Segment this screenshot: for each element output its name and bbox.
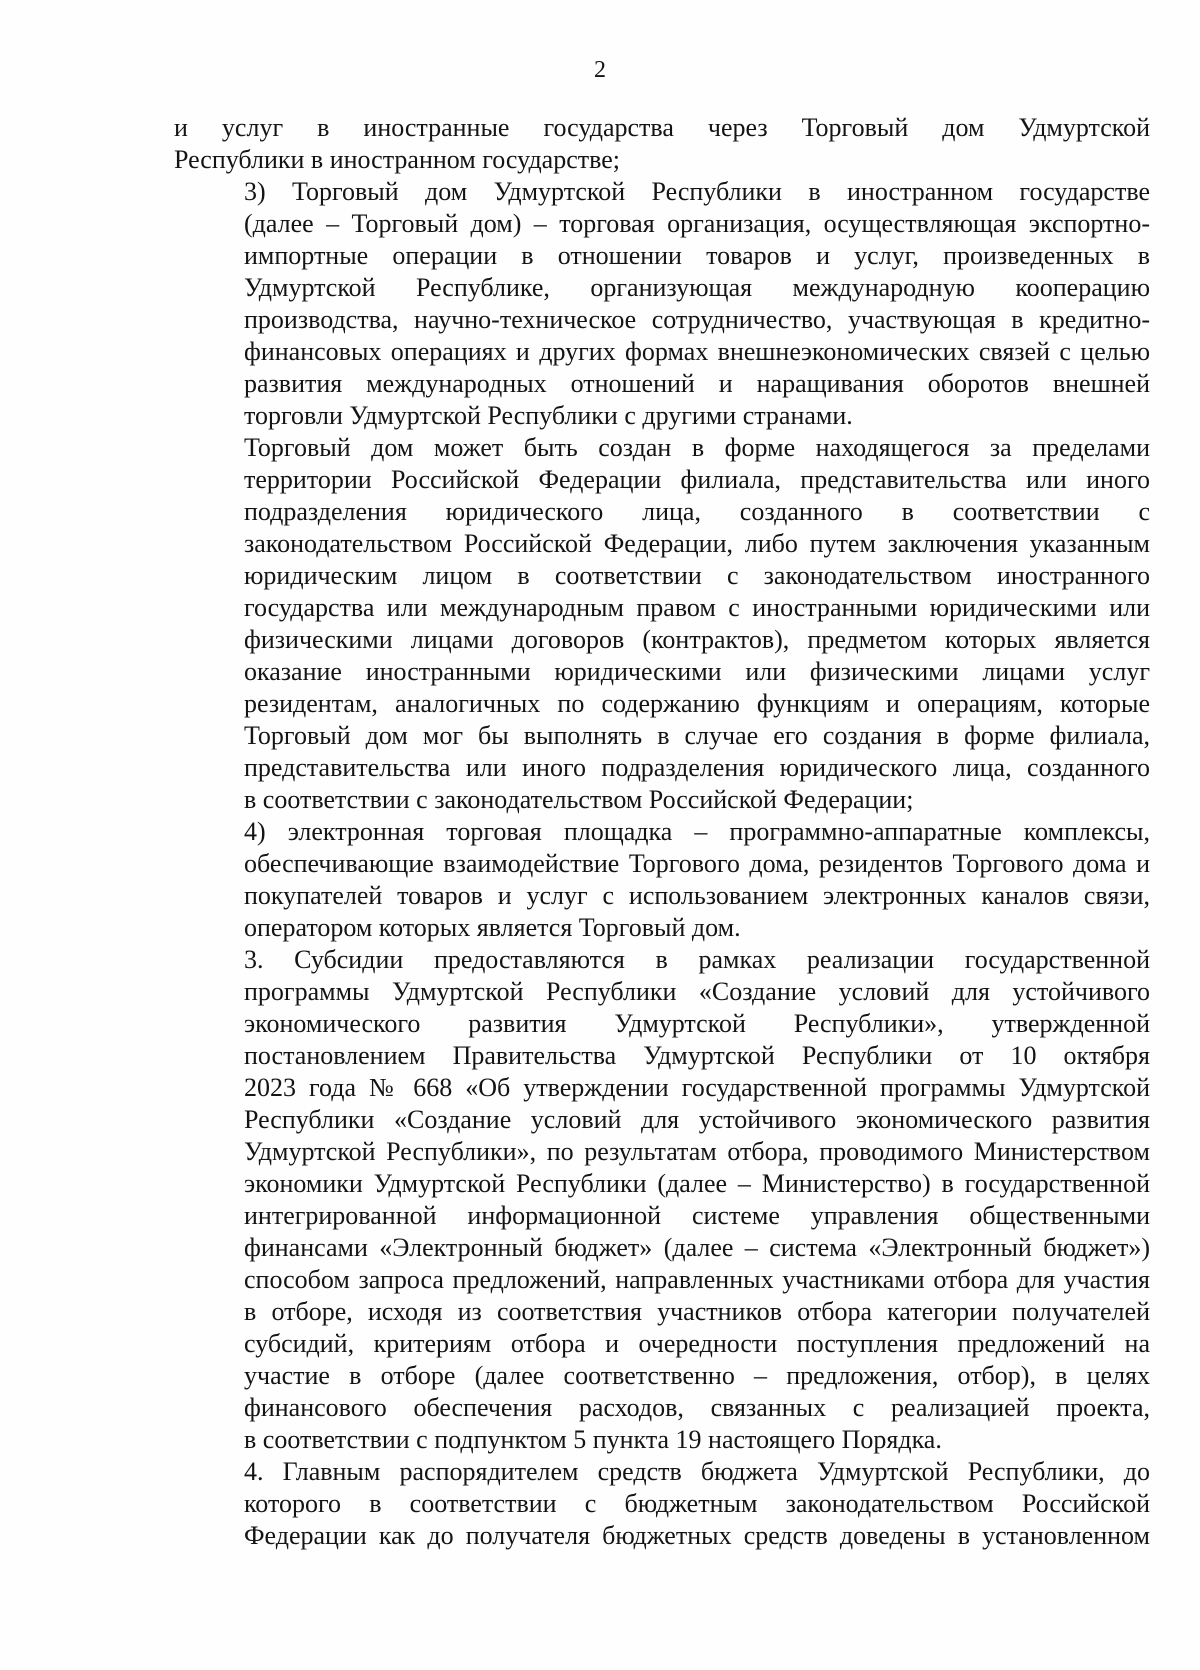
text-line: 3) Торговый дом Удмуртской Республики в иностранном государстве	[244, 177, 1150, 206]
paragraph	[174, 432, 1150, 816]
paragraph	[174, 1456, 1150, 1552]
text-line: финансами «Электронный бюджет» (далее – система «Электронный бюджет»)	[244, 1233, 1150, 1262]
text-line: которого в соответствии с бюджетным законодательством Российской	[244, 1489, 1150, 1518]
text-line: государства или международным правом с иностранными юридическими или	[244, 593, 1150, 622]
text-line: оказание иностранными юридическими или физическими лицами услуг	[244, 657, 1150, 686]
text-line: (далее – Торговый дом) – торговая организация, осуществляющая экспортно-	[244, 209, 1150, 238]
text-line: 4. Главным распорядителем средств бюджета Удмуртской Республики, до	[244, 1457, 1150, 1486]
text-line: резидентам, аналогичных по содержанию функциям и операциям, которые	[244, 689, 1150, 718]
text-line: Удмуртской Республики», по результатам отбора, проводимого Министерством	[244, 1137, 1150, 1166]
text-line: законодательством Российской Федерации, либо путем заключения указанным	[244, 529, 1150, 558]
text-line: финансового обеспечения расходов, связанных с реализацией проекта,	[244, 1393, 1150, 1422]
text-line: оператором которых является Торговый дом.	[244, 913, 741, 942]
document-body	[174, 112, 1150, 1552]
text-line: юридическим лицом в соответствии с законодательством иностранного	[244, 561, 1150, 590]
text-line: экономики Удмуртской Республики (далее – Министерство) в государственной	[244, 1169, 1150, 1198]
text-line: 4) электронная торговая площадка – программно-аппаратные комплексы,	[244, 817, 1150, 846]
text-line: способом запроса предложений, направленных участниками отбора для участия	[244, 1265, 1150, 1294]
text-line: импортные операции в отношении товаров и услуг, произведенных в	[244, 241, 1150, 270]
text-line: в соответствии с законодательством Российской Федерации;	[244, 785, 914, 814]
text-line: производства, научно-техническое сотрудничество, участвующая в кредитно-	[244, 305, 1150, 334]
text-line: обеспечивающие взаимодействие Торгового дома, резидентов Торгового дома и	[244, 849, 1150, 878]
text-line: в соответствии с подпунктом 5 пункта 19 настоящего Порядка.	[244, 1425, 942, 1454]
text-line: территории Российской Федерации филиала, представительства или иного	[244, 465, 1150, 494]
text-line: и услуг в иностранные государства через Торговый дом Удмуртской	[174, 113, 1150, 142]
text-line: в отборе, исходя из соответствия участников отбора категории получателей	[244, 1297, 1150, 1326]
paragraph	[174, 112, 1150, 176]
text-line: программы Удмуртской Республики «Создание условий для устойчивого	[244, 977, 1150, 1006]
paragraph	[174, 816, 1150, 944]
text-line: представительства или иного подразделения юридического лица, созданного	[244, 753, 1150, 782]
text-line: постановлением Правительства Удмуртской Республики от 10 октября	[244, 1041, 1150, 1070]
text-line: Торговый дом может быть создан в форме находящегося за пределами	[244, 433, 1150, 462]
text-line: 2023 года № 668 «Об утверждении государственной программы Удмуртской	[244, 1073, 1150, 1102]
page-number: 2	[594, 57, 606, 83]
text-line: финансовых операциях и других формах внешнеэкономических связей с целью	[244, 337, 1150, 366]
text-line: Торговый дом мог бы выполнять в случае его создания в форме филиала,	[244, 721, 1150, 750]
text-line: участие в отборе (далее соответственно – предложения, отбор), в целях	[244, 1361, 1150, 1390]
text-line: Республики в иностранном государстве;	[174, 145, 621, 174]
text-line: подразделения юридического лица, созданного в соответствии с	[244, 497, 1150, 526]
paragraph	[174, 944, 1150, 1456]
text-line: Республики «Создание условий для устойчивого экономического развития	[244, 1105, 1150, 1134]
paragraph	[174, 176, 1150, 432]
text-line: торговли Удмуртской Республики с другими странами.	[244, 401, 853, 430]
text-line: интегрированной информационной системе управления общественными	[244, 1201, 1150, 1230]
text-line: Удмуртской Республике, организующая международную кооперацию	[244, 273, 1150, 302]
text-line: экономического развития Удмуртской Республики», утвержденной	[244, 1009, 1150, 1038]
text-line: 3. Субсидии предоставляются в рамках реализации государственной	[244, 945, 1150, 974]
text-line: субсидий, критериям отбора и очередности поступления предложений на	[244, 1329, 1150, 1358]
text-line: физическими лицами договоров (контрактов), предметом которых является	[244, 625, 1150, 654]
text-line: Федерации как до получателя бюджетных средств доведены в установленном	[244, 1521, 1150, 1550]
text-line: развития международных отношений и наращивания оборотов внешней	[244, 369, 1150, 398]
text-line: покупателей товаров и услуг с использованием электронных каналов связи,	[244, 881, 1150, 910]
